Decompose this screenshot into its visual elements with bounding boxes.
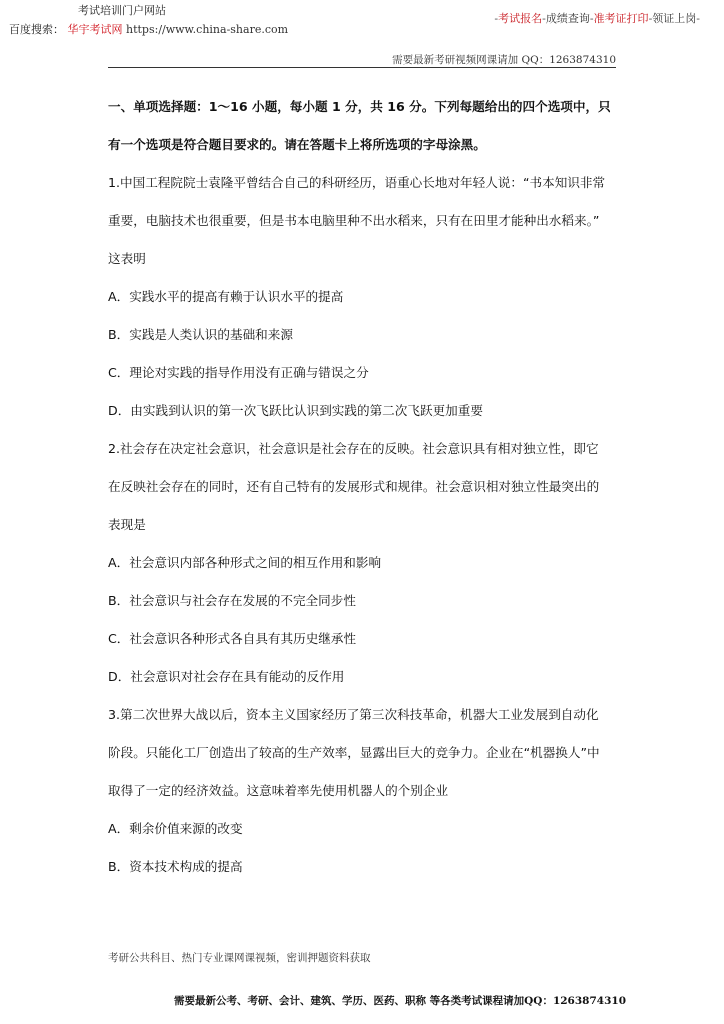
link-admission-print[interactable]: 准考证打印 — [593, 12, 649, 25]
qq-contact-line: 需要最新考研视频网课请加 QQ：1263874310 — [392, 54, 616, 66]
search-prefix: 百度搜索： — [9, 23, 64, 36]
footer-note: 考研公共科目、热门专业课网课视频，密训押题资料获取 — [108, 952, 371, 964]
site-url-link[interactable]: https://www.china-share.com — [126, 23, 289, 36]
question-3-line-2: 阶段。只能化工厂创造出了较高的生产效率，显露出巨大的竞争力。企业在“机器换人”中 — [108, 745, 600, 760]
search-line — [9, 21, 288, 37]
header-divider — [108, 67, 616, 68]
question-2-option-d: D．社会意识对社会存在具有能动的反作用 — [108, 669, 345, 684]
question-3-line-3: 取得了一定的经济效益。这意味着率先使用机器人的个别企业 — [108, 783, 449, 798]
question-1-line-3: 这表明 — [108, 251, 146, 266]
footer-ad: 需要最新公考、考研、会计、建筑、学历、医药、职称 等各类考试课程请加QQ：1263874310 — [174, 995, 627, 1007]
site-title: 考试培训门户网站 — [78, 4, 166, 17]
question-2-line-1: 2.社会存在决定社会意识，社会意识是社会存在的反映。社会意识具有相对独立性，即它 — [108, 441, 599, 456]
question-2-line-3: 表现是 — [108, 517, 146, 532]
question-2-line-2: 在反映社会存在的同时，还有自己特有的发展形式和规律。社会意识相对独立性最突出的 — [108, 479, 600, 494]
question-3-line-1: 3.第二次世界大战以后，资本主义国家经历了第三次科技革命，机器大工业发展到自动化 — [108, 707, 599, 722]
question-1-line-1: 1.中国工程院院士袁隆平曾结合自己的科研经历，语重心长地对年轻人说：“书本知识非常 — [108, 175, 606, 190]
question-1-option-c: C．理论对实践的指导作用没有正确与错误之分 — [108, 365, 369, 380]
top-links: -考试报名-成绩查询-准考证打印-领证上岗- — [494, 12, 700, 25]
question-2-option-a: A．社会意识内部各种形式之间的相互作用和影响 — [108, 555, 382, 570]
section-heading-line-2: 有一个选项是符合题目要求的。请在答题卡上将所选项的字母涂黑。 — [108, 137, 486, 152]
question-1-option-b: B．实践是人类认识的基础和来源 — [108, 327, 293, 342]
question-3-option-a: A．剩余价值来源的改变 — [108, 821, 243, 836]
section-heading-line-1: 一、单项选择题：1～16 小题，每小题 1 分，共 16 分。下列每题给出的四个选项中，只 — [108, 99, 611, 114]
question-1-option-a: A．实践水平的提高有赖于认识水平的提高 — [108, 289, 344, 304]
question-2-option-c: C．社会意识各种形式各自具有其历史继承性 — [108, 631, 357, 646]
question-1-option-d: D．由实践到认识的第一次飞跃比认识到实践的第二次飞跃更加重要 — [108, 403, 483, 418]
question-3-option-b: B．资本技术构成的提高 — [108, 859, 243, 874]
link-certificate[interactable]: 领证上岗 — [652, 12, 697, 25]
link-exam-register[interactable]: 考试报名 — [498, 12, 543, 25]
link-score-query[interactable]: 成绩查询 — [545, 12, 590, 25]
question-2-option-b: B．社会意识与社会存在发展的不完全同步性 — [108, 593, 356, 608]
brand-link[interactable]: 华宇考试网 — [67, 23, 123, 36]
question-1-line-2: 重要，电脑技术也很重要，但是书本电脑里种不出水稻来，只有在田里才能种出水稻来。” — [108, 213, 600, 228]
